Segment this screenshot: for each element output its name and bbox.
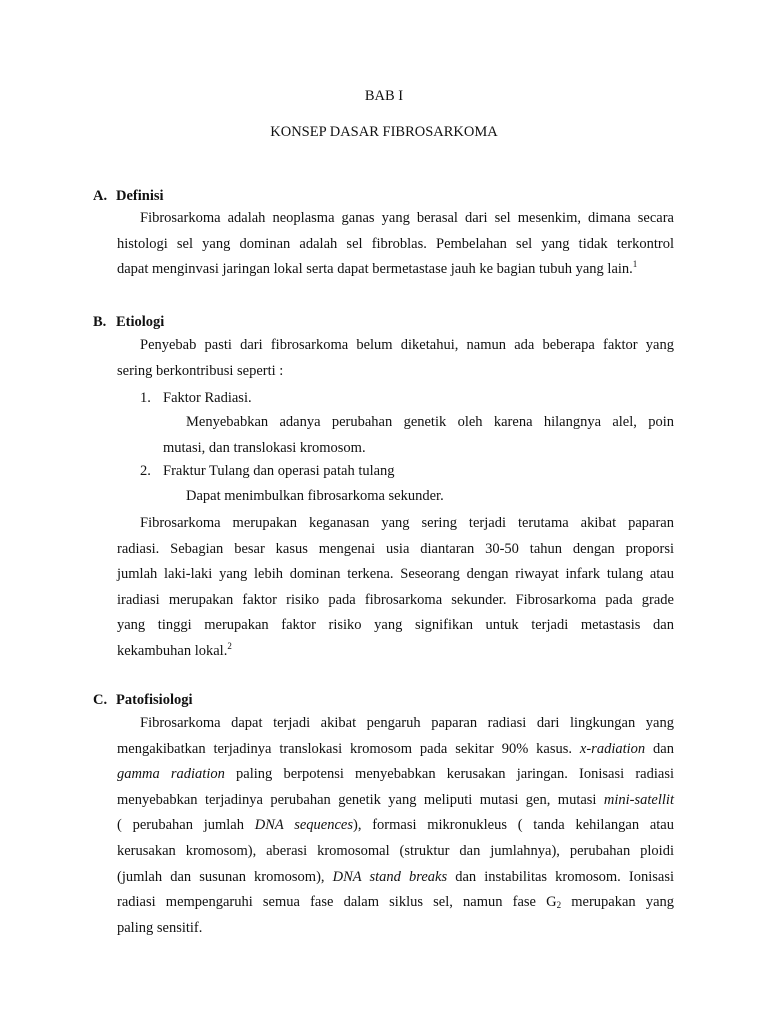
text-fragment: (jumlah dan susunan kromosom), bbox=[117, 868, 333, 885]
section-letter: A. bbox=[93, 188, 108, 204]
list-item-description bbox=[163, 410, 674, 461]
subscript: 2 bbox=[556, 900, 562, 911]
text-line: paling sensitif. bbox=[117, 919, 203, 936]
text-fragment: dan instabilitas kromosom. Ionisasi bbox=[447, 868, 674, 885]
text-fragment: radiasi mempengaruhi semua fase dalam siklus sel, namun fase G bbox=[117, 894, 557, 911]
definisi-paragraph bbox=[117, 206, 674, 283]
italic-term: x-radiation bbox=[579, 740, 646, 757]
section-letter: C. bbox=[93, 692, 108, 708]
section-letter: B. bbox=[93, 314, 107, 330]
text-line: sering berkontribusi seperti : bbox=[117, 362, 284, 379]
italic-term: mini-satellit bbox=[603, 791, 674, 808]
text-fragment: ), formasi mikronukleus ( tanda kehilangan atau bbox=[353, 817, 674, 834]
text-fragment: ( perubahan jumlah bbox=[117, 817, 255, 834]
list-item-description bbox=[163, 484, 674, 510]
list-item bbox=[140, 463, 395, 480]
list-item bbox=[140, 390, 252, 407]
text-fragment: paling berpotensi menyebabkan kerusakan jaringan. Ionisasi radiasi bbox=[224, 766, 674, 783]
list-number: 1. bbox=[140, 390, 151, 406]
list-label: Faktor Radiasi. bbox=[163, 390, 252, 406]
text-line: Menyebabkan adanya perubahan genetik oleh karena hilangnya alel, poin bbox=[186, 414, 674, 430]
section-title: Definisi bbox=[116, 188, 164, 204]
text-line: Dapat menimbulkan fibrosarkoma sekunder. bbox=[186, 488, 444, 504]
text-line: Fibrosarkoma merupakan keganasan yang sering terjadi terutama akibat paparan bbox=[140, 515, 674, 531]
footnote-ref: 1 bbox=[632, 259, 638, 270]
chapter-label: BAB I bbox=[364, 88, 404, 104]
list-label: Fraktur Tulang dan operasi patah tulang bbox=[163, 463, 395, 479]
italic-term: DNA sequences bbox=[254, 817, 353, 834]
etiologi-paragraph bbox=[117, 511, 674, 665]
text-line: Fibrosarkoma dapat terjadi akibat pengaruh paparan radiasi dari lingkungan yang bbox=[140, 715, 674, 731]
text-line: radiasi. Sebagian besar kasus mengenai usia diantaran 30-50 tahun dengan proporsi bbox=[117, 540, 674, 557]
text-line: mutasi, dan translokasi kromosom. bbox=[163, 439, 366, 456]
text-fragment: kekambuhan lokal. bbox=[117, 642, 228, 659]
list-number: 2. bbox=[140, 463, 151, 479]
italic-term: gamma radiation bbox=[117, 766, 225, 783]
patofisiologi-paragraph bbox=[117, 711, 674, 941]
text-fragment: menyebabkan terjadinya perubahan genetik yang meliputi mutasi gen, mutasi bbox=[117, 791, 604, 808]
text-line bbox=[117, 865, 674, 891]
text-line: histologi sel yang dominan adalah sel fibroblas. Pembelahan sel yang tidak terkontrol bbox=[117, 235, 674, 252]
section-title: Etiologi bbox=[116, 314, 165, 330]
text-fragment: dapat menginvasi jaringan lokal serta dapat bermetastase jauh ke bagian tubuh yang lain. bbox=[117, 261, 633, 278]
section-heading-patofisiologi bbox=[93, 692, 193, 709]
footnote-ref: 2 bbox=[227, 640, 232, 651]
document-title: KONSEP DASAR FIBROSARKOMA bbox=[270, 124, 498, 140]
text-line bbox=[117, 788, 674, 814]
section-heading-definisi bbox=[93, 188, 164, 205]
text-line: iradiasi merupakan faktor risiko pada fibrosarkoma sekunder. Fibrosarkoma pada grade bbox=[117, 591, 674, 608]
text-line bbox=[117, 762, 674, 788]
text-fragment: merupakan yang bbox=[561, 894, 674, 911]
text-line: kerusakan kromosom), aberasi kromosomal (struktur dan jumlahnya), perubahan ploidi bbox=[117, 842, 674, 859]
text-fragment: dan bbox=[645, 740, 674, 757]
text-line: yang tinggi merupakan faktor risiko yang signifikan untuk terjadi metastasis dan bbox=[117, 617, 674, 634]
italic-term: DNA stand breaks bbox=[332, 868, 448, 885]
text-line: Penyebab pasti dari fibrosarkoma belum diketahui, namun ada beberapa faktor yang bbox=[140, 337, 674, 353]
text-line: jumlah laki-laki yang lebih dominan terkena. Seseorang dengan riwayat infark tulang atau bbox=[117, 566, 674, 583]
section-title: Patofisiologi bbox=[116, 692, 193, 708]
etiologi-intro bbox=[117, 333, 674, 384]
section-heading-etiologi bbox=[93, 314, 164, 331]
text-line bbox=[117, 813, 674, 839]
text-line bbox=[117, 257, 674, 283]
text-fragment: mengakibatkan terjadinya translokasi kromosom pada sekitar 90% kasus. bbox=[117, 740, 580, 757]
text-line: Fibrosarkoma adalah neoplasma ganas yang berasal dari sel mesenkim, dimana secara bbox=[140, 210, 674, 226]
text-line bbox=[117, 639, 674, 665]
text-line bbox=[117, 890, 674, 916]
text-line bbox=[117, 737, 674, 763]
